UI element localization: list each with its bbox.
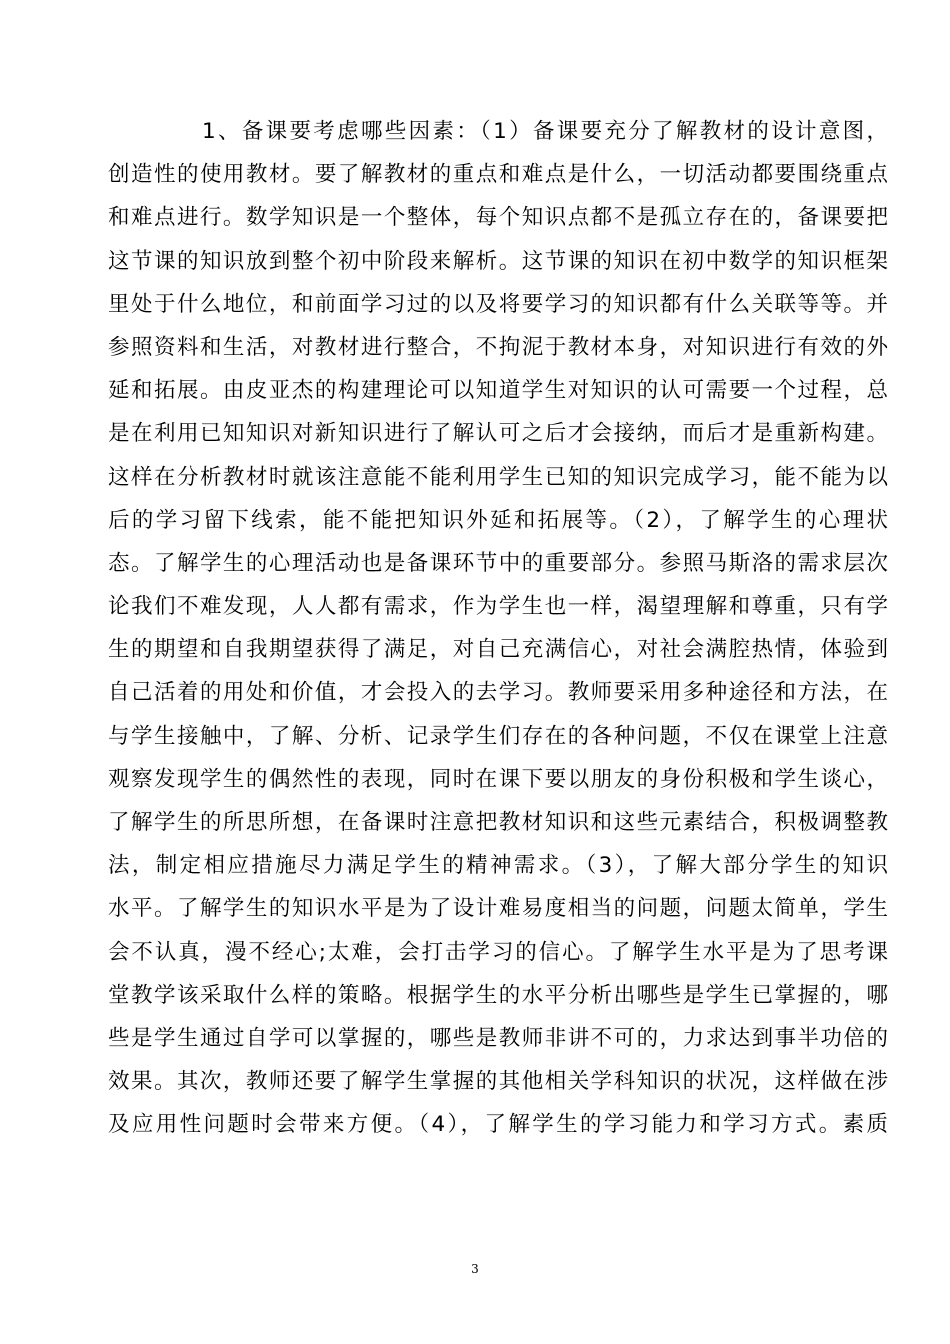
text-line: 1、备课要考虑哪些因素：（1）备课要充分了解教材的设计意图，	[202, 119, 888, 144]
text-line: 与学生接触中，了解、分析、记录学生们存在的各种问题，不仅在课堂上注意	[108, 723, 888, 749]
text-line: 些是学生通过自学可以掌握的，哪些是教师非讲不可的，力求达到事半功倍的	[108, 1025, 888, 1051]
text-line: 创造性的使用教材。要了解教材的重点和难点是什么，一切活动都要围绕重点	[108, 162, 888, 188]
text-line: 效果。其次，教师还要了解学生掌握的其他相关学科知识的状况，这样做在涉	[108, 1069, 888, 1095]
text-line: 及应用性问题时会带来方便。（4），了解学生的学习能力和学习方式。素质	[108, 1112, 888, 1138]
text-line: 论我们不难发现，人人都有需求，作为学生也一样，渴望理解和尊重，只有学	[108, 594, 888, 620]
text-line: 堂教学该采取什么样的策略。根据学生的水平分析出哪些是学生已掌握的，哪	[108, 982, 888, 1008]
text-line: 这节课的知识放到整个初中阶段来解析。这节课的知识在初中数学的知识框架	[108, 248, 888, 274]
text-line: 观察发现学生的偶然性的表现，同时在课下要以朋友的身份积极和学生谈心，	[108, 766, 888, 792]
text-line: 态。了解学生的心理活动也是备课环节中的重要部分。参照马斯洛的需求层次	[108, 550, 888, 576]
text-line: 延和拓展。由皮亚杰的构建理论可以知道学生对知识的认可需要一个过程，总	[108, 378, 888, 404]
body-text	[108, 110, 888, 1147]
text-line: 生的期望和自我期望获得了满足，对自己充满信心，对社会满腔热情，体验到	[108, 637, 888, 663]
page-number: 3	[471, 1262, 479, 1276]
text-line: 这样在分析教材时就该注意能不能利用学生已知的知识完成学习，能不能为以	[108, 464, 888, 490]
text-line: 法，制定相应措施尽力满足学生的精神需求。（3），了解大部分学生的知识	[108, 853, 888, 879]
text-line: 了解学生的所思所想，在备课时注意把教材知识和这些元素结合，积极调整教	[108, 810, 888, 835]
text-line: 后的学习留下线索，能不能把知识外延和拓展等。（2），了解学生的心理状	[108, 507, 888, 533]
text-line: 里处于什么地位，和前面学习过的以及将要学习的知识都有什么关联等等。并	[108, 291, 888, 317]
text-line: 和难点进行。数学知识是一个整体，每个知识点都不是孤立存在的，备课要把	[108, 205, 888, 231]
text-line: 参照资料和生活，对教材进行整合，不拘泥于教材本身，对知识进行有效的外	[108, 334, 888, 360]
text-line: 是在利用已知知识对新知识进行了解认可之后才会接纳，而后才是重新构建。	[108, 421, 888, 447]
text-line: 会不认真，漫不经心;太难，会打击学习的信心。了解学生水平是为了思考课	[108, 939, 888, 965]
text-line: 自己活着的用处和价值，才会投入的去学习。教师要采用多种途径和方法，在	[108, 680, 888, 706]
text-line: 水平。了解学生的知识水平是为了设计难易度相当的问题，问题太简单，学生	[108, 896, 888, 922]
